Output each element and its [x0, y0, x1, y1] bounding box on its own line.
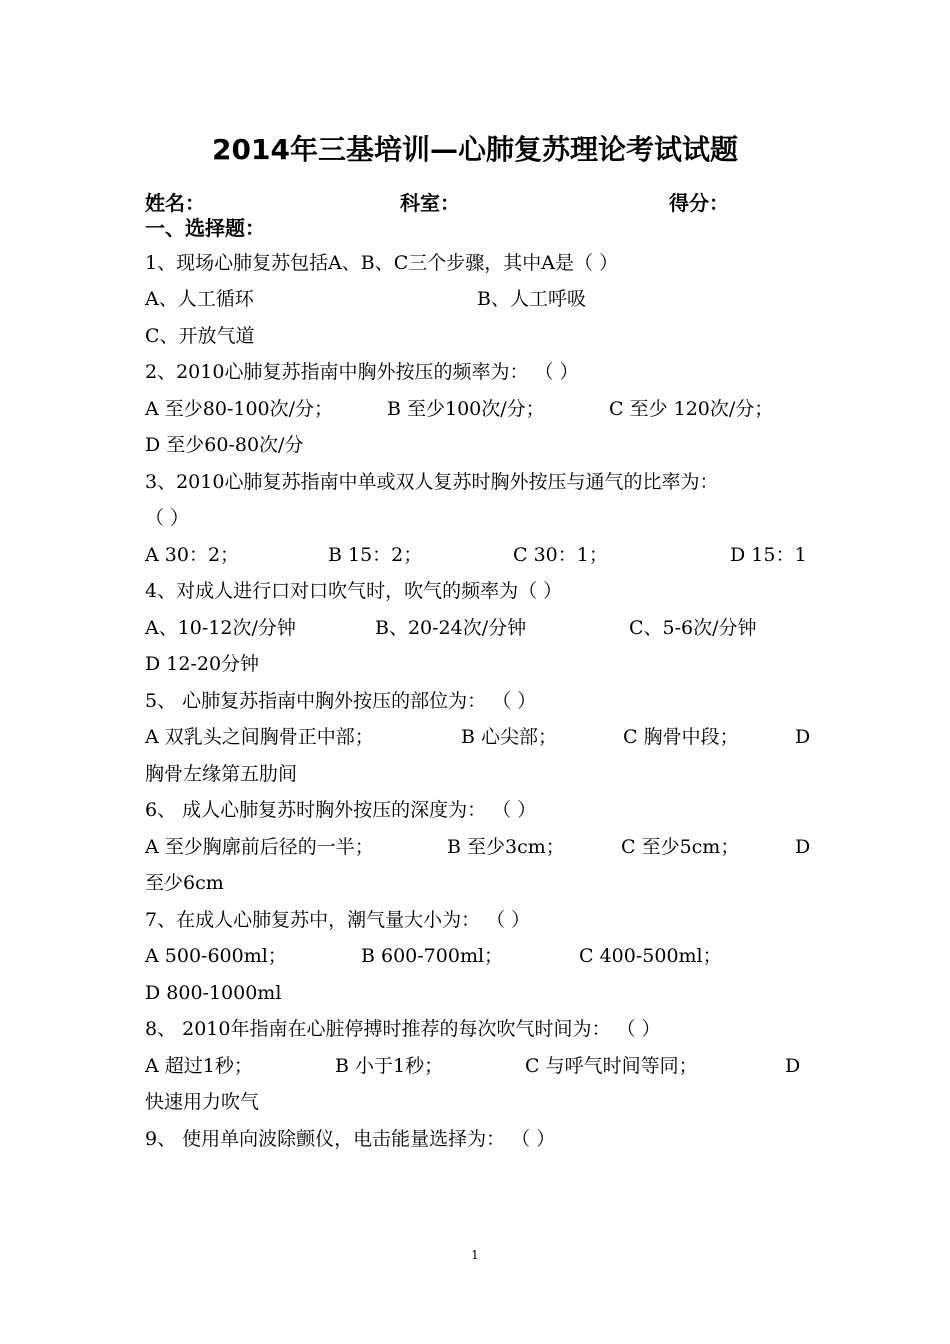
option: D 800-1000ml: [145, 982, 282, 1004]
question-stem: 9、 使用单向波除颤仪，电击能量选择为： （ ）: [145, 1128, 556, 1150]
option: D 15：1: [730, 544, 807, 566]
option: D: [795, 726, 811, 748]
section-heading: 一、选择题：: [145, 216, 265, 240]
option: D: [795, 836, 811, 858]
option: A 30：2；: [145, 544, 240, 566]
option: C 400-500ml；: [579, 945, 722, 967]
option-row: [145, 539, 805, 571]
option: A 至少胸廓前后径的一半；: [145, 836, 374, 858]
option: B 15：2；: [328, 544, 423, 566]
option: D 12-20分钟: [145, 653, 260, 675]
question-stem: 5、 心肺复苏指南中胸外按压的部位为： （ ）: [145, 690, 537, 712]
option: B 至少3cm；: [447, 836, 565, 858]
option: C、5-6次/分钟: [629, 617, 757, 639]
option: D: [785, 1055, 801, 1077]
name-label: 姓名：: [145, 191, 205, 215]
option: A 500-600ml；: [145, 945, 287, 967]
question-stem: 6、 成人心肺复苏时胸外按压的深度为： （ ）: [145, 799, 537, 821]
dept-label: 科室：: [400, 191, 460, 215]
option: A、10-12次/分钟: [145, 617, 296, 639]
option: B、20-24次/分钟: [375, 617, 527, 639]
question-stem-cont: （ ）: [145, 507, 190, 529]
question-stem: 8、 2010年指南在心脏停搏时推荐的每次吹气时间为： （ ）: [145, 1018, 661, 1040]
option-row: [145, 283, 805, 315]
question-stem: 4、对成人进行口对口吹气时，吹气的频率为（ ）: [145, 580, 563, 602]
option-cont: 快速用力吹气: [145, 1091, 260, 1113]
question-stem: 1、现场心肺复苏包括A、B、C三个步骤，其中A是（ ）: [145, 252, 619, 274]
option: B 小于1秒；: [335, 1055, 444, 1077]
option: C 与呼气时间等同；: [525, 1055, 698, 1077]
option-row: [145, 1050, 805, 1082]
option-row: [145, 940, 805, 972]
option: A 至少80-100次/分；: [145, 398, 334, 420]
option: B、人工呼吸: [477, 288, 586, 310]
option-row: [145, 721, 811, 753]
score-label: 得分：: [669, 191, 729, 215]
page-title: 2014年三基培训—心肺复苏理论考试试题: [212, 133, 738, 166]
option: A 双乳头之间胸骨正中部；: [145, 726, 374, 748]
option: C、开放气道: [145, 325, 255, 347]
option-cont: 至少6cm: [145, 872, 224, 894]
option-cont: 胸骨左缘第五肋间: [145, 763, 298, 785]
option: C 胸骨中段；: [623, 726, 739, 748]
option-row: [145, 393, 805, 425]
question-stem: 7、在成人心肺复苏中，潮气量大小为： （ ）: [145, 909, 531, 931]
question-stem: 3、2010心肺复苏指南中单或双人复苏时胸外按压与通气的比率为：: [145, 471, 719, 493]
option-row: [145, 831, 811, 863]
option: C 至少5cm；: [621, 836, 740, 858]
option: B 心尖部；: [461, 726, 558, 748]
question-stem: 2、2010心肺复苏指南中胸外按压的频率为： （ ）: [145, 361, 579, 383]
option-row: [145, 612, 805, 644]
option: B 至少100次/分；: [387, 398, 545, 420]
option: B 600-700ml；: [361, 945, 504, 967]
option: C 至少 120次/分；: [609, 398, 774, 420]
option: C 30：1；: [513, 544, 608, 566]
page-number: 1: [471, 1248, 479, 1262]
option: D 至少60-80次/分: [145, 434, 304, 456]
option: A 超过1秒；: [145, 1055, 253, 1077]
option: A、人工循环: [145, 288, 254, 310]
